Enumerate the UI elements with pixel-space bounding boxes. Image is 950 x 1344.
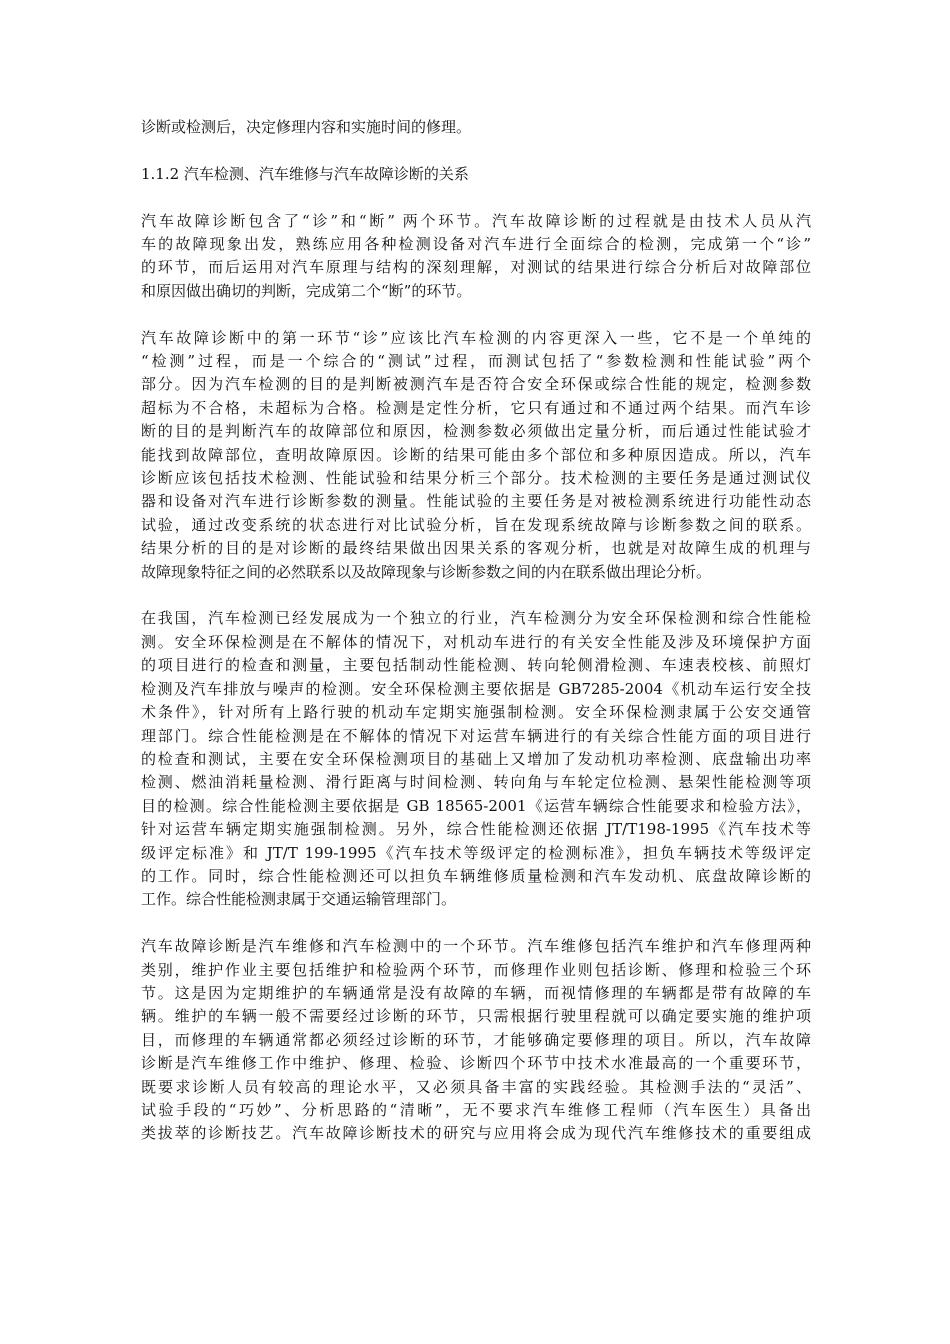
paragraph — [141, 116, 811, 139]
text-line: 在我国，汽车检测已经发展成为一个独立的行业，汽车检测分为安全环保检测和综合性能检 — [141, 609, 811, 628]
text-line: “检测”过程，而是一个综合的“测试”过程，而测试包括了“参数检测和性能试验”两个 — [141, 352, 811, 371]
text-line: 目，而修理的车辆通常都必须经过诊断的环节，才能够确定要修理的项目。所以，汽车故障 — [141, 1030, 811, 1049]
text-line: 术条件》，针对所有上路行驶的机动车定期实施强制检测。安全环保检测隶属于公安交通管 — [141, 703, 811, 722]
text-line: 的工作。同时，综合性能检测还可以担负车辆维修质量检测和汽车发动机、底盘故障诊断的 — [141, 866, 811, 885]
paragraph — [141, 327, 811, 584]
text-line: 的环节，而后运用对汽车原理与结构的深刻理解，对测试的结果进行综合分析后对故障部位 — [141, 258, 811, 277]
text-line: 试验手段的“巧妙”、分析思路的“清晰”，无不要求汽车维修工程师（汽车医生）具备出 — [141, 1100, 811, 1119]
text-line: 1.1.2 汽车检测、汽车维修与汽车故障诊断的关系 — [141, 164, 469, 183]
text-line: 测。安全环保检测是在不解体的情况下，对机动车进行的有关安全性能及涉及环境保护方面 — [141, 632, 811, 651]
text-line: 诊断是汽车维修工作中维护、修理、检验、诊断四个环节中技术水准最高的一个重要环节， — [141, 1054, 811, 1073]
text-line: 器和设备对汽车进行诊断参数的测量。性能试验的主要任务是对被检测系统进行功能性动态 — [141, 492, 811, 511]
text-line: 的检查和测试，主要在安全环保检测项目的基础上又增加了发动机功率检测、底盘输出功率 — [141, 749, 811, 768]
text-line: 超标为不合格，未超标为合格。检测是定性分析，它只有通过和不通过两个结果。而汽车诊 — [141, 398, 811, 417]
text-line: 断的目的是判断汽车的故障部位和原因，检测参数必须做出定量分析，而后通过性能试验才 — [141, 422, 811, 441]
text-line: 能找到故障部位，查明故障原因。诊断的结果可能由多个部位和多种原因造成。所以，汽车 — [141, 445, 811, 464]
document-body — [141, 116, 811, 1169]
text-line: 既要求诊断人员有较高的理论水平，又必须具备丰富的实践经验。其检测手法的“灵活”、 — [141, 1077, 811, 1096]
text-line: 类别，维护作业主要包括维护和检验两个环节，而修理作业则包括诊断、修理和检验三个环 — [141, 960, 811, 979]
text-line: 汽车故障诊断中的第一环节“诊”应该比汽车检测的内容更深入一些，它不是一个单纯的 — [141, 328, 811, 347]
text-line: 检测及汽车排放与噪声的检测。安全环保检测主要依据是 GB7285-2004《机动车运行安全技 — [141, 679, 811, 698]
text-line: 和原因做出确切的判断，完成第二个“断”的环节。 — [141, 281, 472, 300]
text-line: 汽车故障诊断包含了“诊”和“断” 两个环节。汽车故障诊断的过程就是由技术人员从汽 — [141, 211, 811, 230]
paragraph — [141, 210, 811, 304]
text-line: 的项目进行的检查和测量，主要包括制动性能检测、转向轮侧滑检测、车速表校核、前照灯 — [141, 656, 811, 675]
text-line: 检测、燃油消耗量检测、滑行距离与时间检测、转向角与车轮定位检测、悬架性能检测等项 — [141, 773, 811, 792]
text-line: 试验，通过改变系统的状态进行对比试验分析，旨在发现系统故障与诊断参数之间的联系。 — [141, 515, 811, 534]
text-line: 辆。维护的车辆一般不需要经过诊断的环节，只需根据行驶里程就可以确定要实施的维护项 — [141, 1007, 811, 1026]
paragraph — [141, 935, 811, 1146]
text-line: 汽车故障诊断是汽车维修和汽车检测中的一个环节。汽车维修包括汽车维护和汽车修理两种 — [141, 937, 811, 956]
text-line: 结果分析的目的是对诊断的最终结果做出因果关系的客观分析，也就是对故障生成的机理与 — [141, 539, 811, 558]
text-line: 类拔萃的诊断技艺。汽车故障诊断技术的研究与应用将会成为现代汽车维修技术的重要组成 — [141, 1124, 811, 1143]
text-line: 诊断应该包括技术检测、性能试验和结果分析三个部分。技术检测的主要任务是通过测试仪 — [141, 469, 811, 488]
text-line: 车的故障现象出发，熟练应用各种检测设备对汽车进行全面综合的检测，完成第一个“诊” — [141, 235, 811, 253]
text-line: 节。这是因为定期维护的车辆通常是没有故障的车辆，而视情修理的车辆都是带有故障的车 — [141, 983, 811, 1002]
text-line: 针对运营车辆定期实施强制检测。另外，综合性能检测还依据 JT/T198-1995《汽车技术等 — [141, 820, 811, 839]
text-line: 目的检测。综合性能检测主要依据是 GB 18565-2001《运营车辆综合性能要求和检验方法》， — [141, 796, 811, 815]
paragraph — [141, 607, 811, 911]
text-line: 级评定标准》和 JT/T 199-1995《汽车技术等级评定的检测标准》，担负车辆技术等级评定 — [141, 843, 811, 862]
text-line: 诊断或检测后，决定修理内容和实施时间的修理。 — [141, 118, 472, 136]
text-line: 理部门。综合性能检测是在不解体的情况下对运营车辆进行的有关综合性能方面的项目进行 — [141, 726, 811, 745]
text-line: 部分。因为汽车检测的目的是判断被测汽车是否符合安全环保或综合性能的规定，检测参数 — [141, 375, 811, 394]
section-heading — [141, 163, 811, 186]
text-line: 工作。综合性能检测隶属于交通运输管理部门。 — [141, 890, 457, 909]
text-line: 故障现象特征之间的必然联系以及故障现象与诊断参数之间的内在联系做出理论分析。 — [141, 562, 712, 581]
